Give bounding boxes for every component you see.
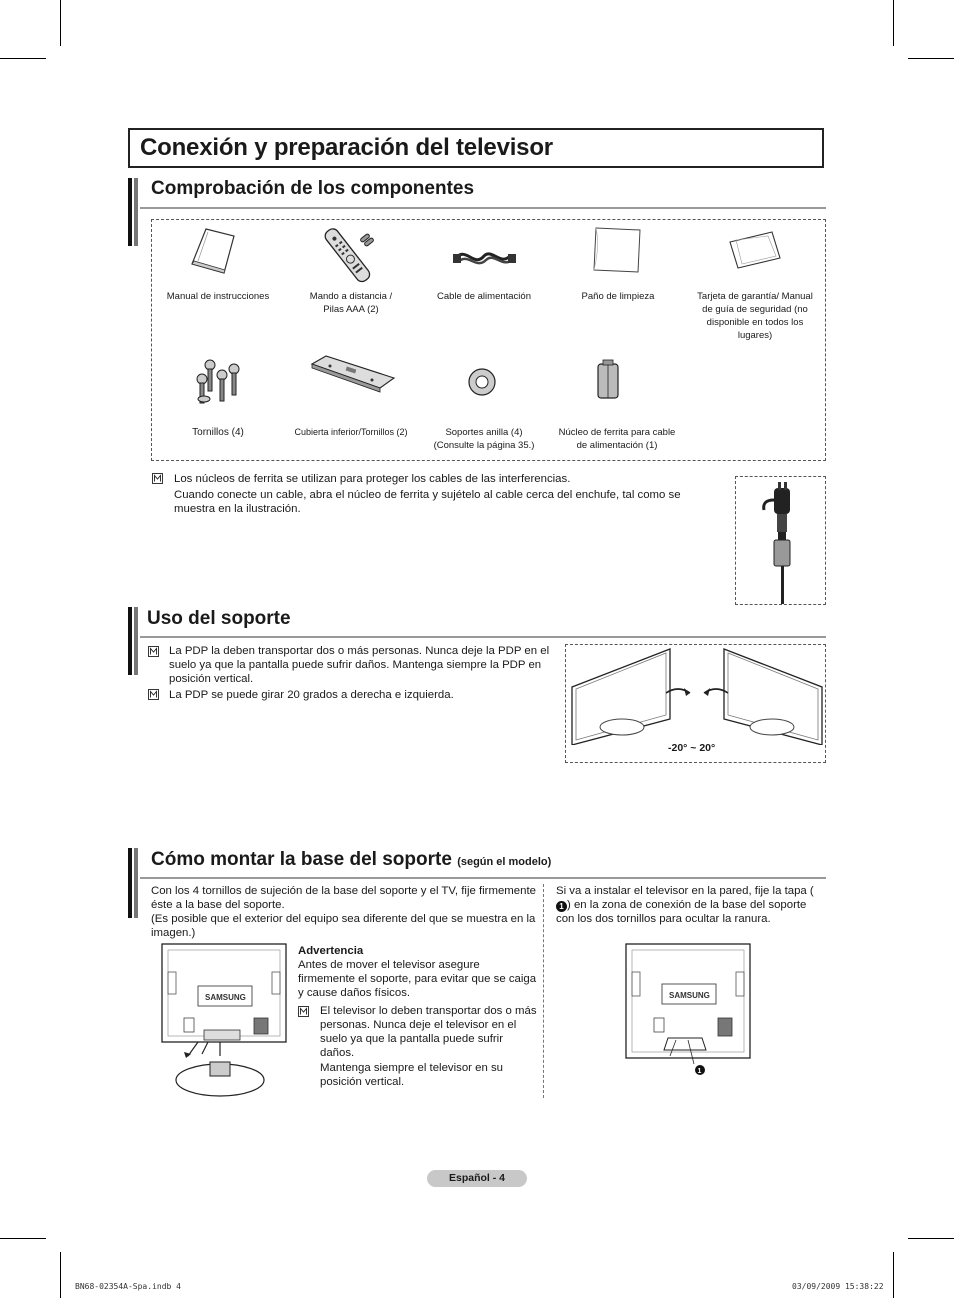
warning-note2: Mantenga siempre el televisor en su posición vertical. — [320, 1062, 503, 1088]
page-footer: Español - 4 — [427, 1170, 527, 1187]
manual-icon — [188, 226, 248, 276]
mount-heading — [151, 849, 551, 871]
crop-mark — [60, 1252, 61, 1298]
imprint-left: BN68-02354A-Spa.indb 4 — [75, 1282, 181, 1291]
item-label: Mando a distancia / Pilas AAA (2) — [309, 291, 393, 315]
warning-title: Advertencia — [298, 945, 364, 957]
cleaning-cloth-icon — [592, 226, 644, 274]
item-label: Cubierta inferior/Tornillos (2) — [294, 427, 408, 437]
section-bar — [128, 607, 132, 675]
warranty-card-icon — [728, 230, 782, 270]
section-rule — [140, 207, 826, 209]
section-bar — [128, 178, 132, 246]
item-label: Manual de instrucciones — [166, 291, 270, 302]
ferrite-note-line2: Cuando conecte un cable, abra el núcleo de ferrita y sujételo al cable cerca del enchufe, tal como se muestra en la ilustración. — [174, 489, 681, 515]
ferrite-core-icon — [594, 358, 624, 402]
rotation-label: -20° ~ 20° — [668, 742, 716, 754]
brand-logo: SAMSUNG — [205, 993, 246, 1002]
section-bar — [134, 848, 138, 918]
ferrite-note-line1: Los núcleos de ferrita se utilizan para proteger los cables de las interferencias. — [174, 473, 571, 485]
mount-heading-text: Cómo montar la base del soporte — [151, 849, 452, 870]
marker-1-label: 1 — [559, 902, 564, 911]
item-label: Núcleo de ferrita para cable de alimentación (1) — [558, 427, 676, 451]
note-icon — [152, 473, 163, 484]
stand-heading: Uso del soporte — [147, 608, 291, 629]
section-bar — [134, 607, 138, 675]
mount-heading-suffix: (según el modelo) — [457, 856, 552, 868]
tv-back-stand-illustration — [158, 942, 290, 1100]
screws-icon — [192, 357, 248, 407]
mount-left-text1: Con los 4 tornillos de sujeción de la base del soporte y el TV, fije firmemente éste a la base del soporte. — [151, 885, 536, 911]
ferrite-plug-illustration — [760, 482, 804, 604]
note-icon — [148, 646, 159, 657]
section-rule — [140, 636, 826, 638]
mount-left-text2: (Es posible que el exterior del equipo sea diferente del que se muestra en la imagen.) — [151, 913, 536, 939]
crop-mark — [60, 0, 61, 46]
item-label: Paño de limpieza — [581, 291, 655, 302]
column-separator — [543, 884, 544, 1098]
brand-logo: SAMSUNG — [669, 991, 710, 1000]
page-title: Conexión y preparación del televisor — [140, 134, 553, 161]
remote-control-icon — [320, 226, 380, 284]
warning-text: Antes de mover el televisor asegure firmemente el soporte, para evitar que se caiga y cause daños físicos. — [298, 959, 537, 999]
components-heading: Comprobación de los componentes — [151, 178, 475, 199]
marker-1-label: 1 — [697, 1068, 702, 1075]
crop-mark — [0, 1238, 46, 1239]
section-bar — [128, 848, 132, 918]
bottom-cover-icon — [306, 354, 398, 394]
power-cable-icon — [452, 244, 518, 272]
stand-note1: La PDP la deben transportar dos o más personas. Nunca deje la PDP en el suelo ya que la pantalla puede sufrir daños. Mantenga siempre la PDP en posición vertical. — [169, 645, 550, 685]
mount-right-text-a: Si va a instalar el televisor en la pared, fije la tapa ( — [556, 885, 814, 897]
mount-right-text-b: ) en la zona de conexión de la base del soporte con los dos tornillos para ocultar la ranura. — [556, 899, 807, 925]
section-bar — [134, 178, 138, 246]
section-rule — [140, 877, 826, 879]
rotation-illustration — [566, 645, 824, 745]
tv-back-cover-illustration — [624, 942, 754, 1076]
stand-note2: La PDP se puede girar 20 grados a derecha e izquierda. — [169, 689, 454, 701]
crop-mark — [893, 0, 894, 46]
item-label: Cable de alimentación — [436, 291, 531, 302]
item-label: Tornillos (4) — [192, 427, 244, 438]
mount-right-text — [556, 884, 824, 926]
crop-mark — [908, 1238, 954, 1239]
crop-mark — [908, 58, 954, 59]
note-icon — [298, 1006, 309, 1017]
ring-holder-icon — [466, 366, 498, 398]
note-icon — [148, 689, 159, 700]
page-title-box — [128, 128, 824, 168]
crop-mark — [893, 1252, 894, 1298]
marker-1-icon — [556, 901, 567, 912]
item-label: Soportes anilla (4) (Consulte la página 35.) — [433, 427, 535, 451]
warning-note1: El televisor lo deben transportar dos o más personas. Nunca deje el televisor en el suelo ya que la pantalla puede sufrir daños. — [320, 1005, 537, 1059]
crop-mark — [0, 58, 46, 59]
item-label: Tarjeta de garantía/ Manual de guía de seguridad (no disponible en todos los lugares) — [697, 291, 813, 341]
imprint-right: 03/09/2009 15:38:22 — [792, 1282, 884, 1291]
